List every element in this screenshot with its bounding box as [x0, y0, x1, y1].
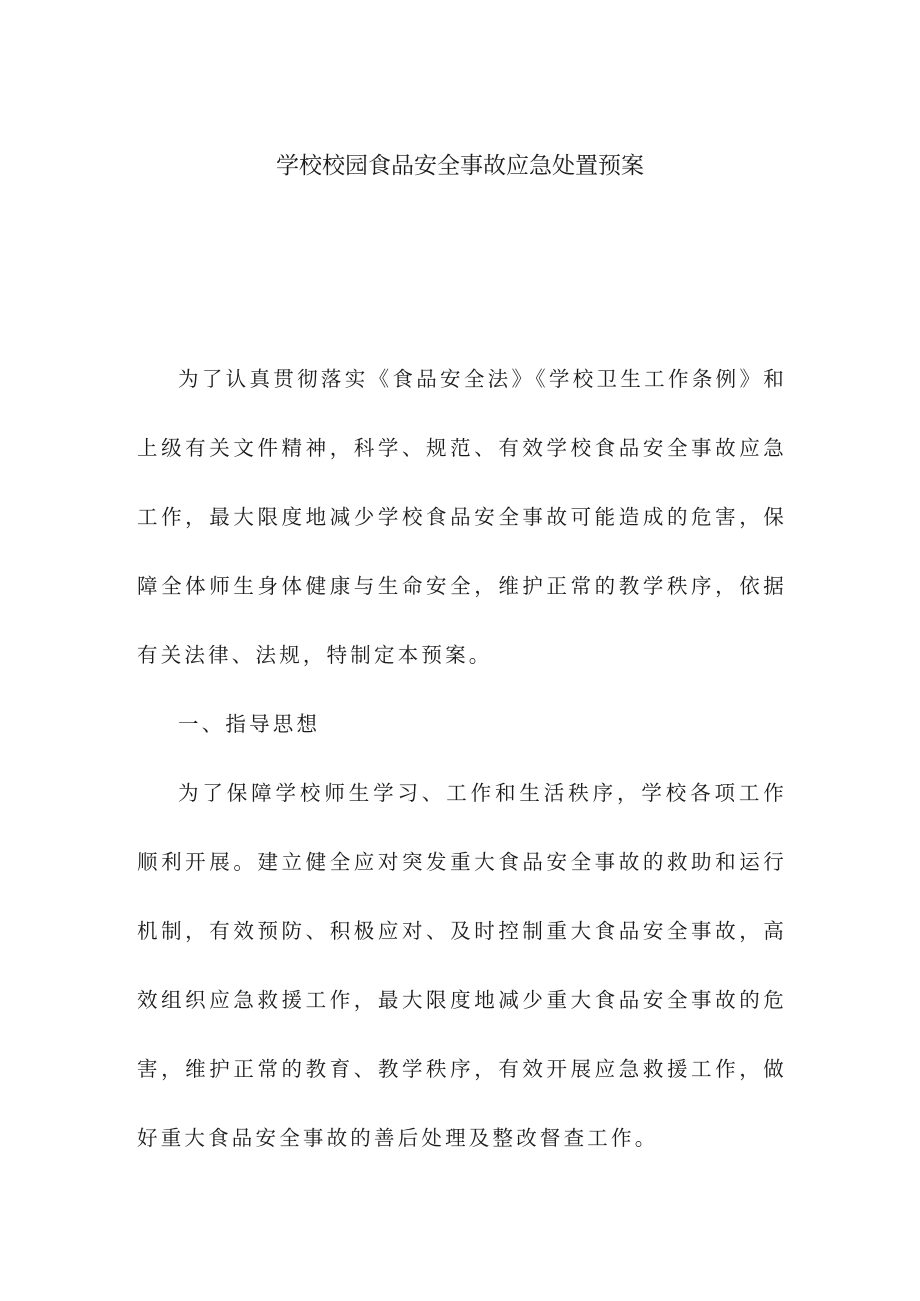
section-heading-guiding-ideology: 一、指导思想 [178, 712, 321, 736]
document-title: 学校校园食品安全事故应急处置预案 [276, 153, 644, 179]
intro-paragraph: 为了认真贯彻落实《食品安全法》《学校卫生工作条例》和上级有关文件精神，科学、规范、有效学校食品安全事故应急工作，最大限度地减少学校食品安全事故可能造成的危害，保障全体师生身体健康与生命安全，维护正常的教学秩序，依据有关法律、法规，特制定本预案。 [137, 367, 787, 667]
guiding-ideology-paragraph: 为了保障学校师生学习、工作和生活秩序，学校各项工作顺利开展。建立健全应对突发重大食品安全事故的救助和运行机制，有效预防、积极应对、及时控制重大食品安全事故，高效组织应急救援工作，最大限度地减少重大食品安全事故的危害，维护正常的教育、教学秩序，有效开展应急救援工作，做好重大食品安全事故的善后处理及整改督查工作。 [137, 781, 787, 1150]
document-body [137, 345, 787, 1173]
